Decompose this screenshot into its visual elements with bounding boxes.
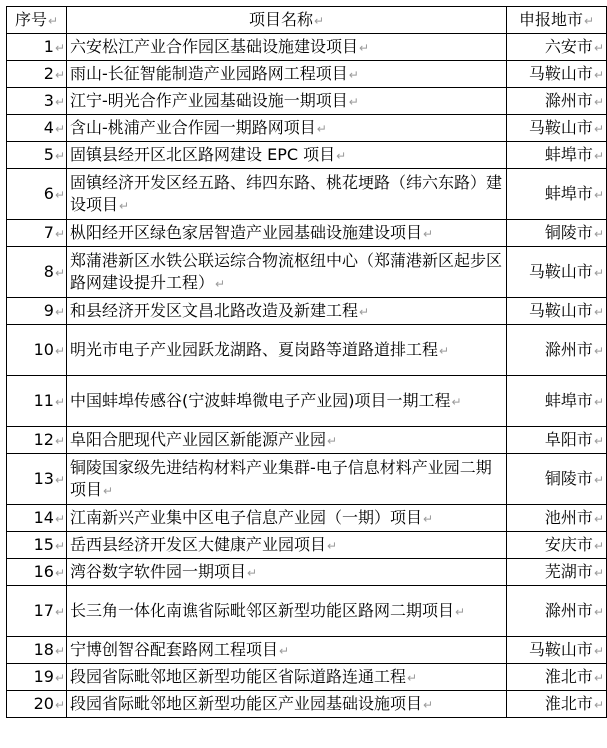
row-index: 4↵ (7, 115, 67, 142)
paragraph-mark-icon: ↵ (54, 433, 65, 448)
row-city: 滁州市↵ (507, 586, 607, 637)
row-index: 19↵ (7, 664, 67, 691)
row-city: 安庆市↵ (507, 532, 607, 559)
paragraph-mark-icon: ↵ (54, 511, 65, 526)
row-project-name: 六安松江产业合作园区基础设施建设项目↵ (67, 34, 507, 61)
row-project-name: 长三角一体化南谯省际毗邻区新型功能区路网二期项目↵ (67, 586, 507, 637)
paragraph-mark-icon: ↵ (54, 670, 65, 685)
paragraph-mark-icon: ↵ (54, 604, 65, 619)
paragraph-mark-icon: ↵ (54, 187, 65, 202)
paragraph-mark-icon: ↵ (54, 697, 65, 712)
row-project-name: 郑蒲港新区水铁公联运综合物流枢纽中心（郑蒲港新区起步区路网建设提升工程）↵ (67, 247, 507, 298)
row-project-name: 岳西县经济开发区大健康产业园项目↵ (67, 532, 507, 559)
paragraph-mark-icon: ↵ (54, 343, 65, 358)
paragraph-mark-icon: ↵ (54, 394, 65, 409)
header-name: 项目名称↵ (67, 7, 507, 34)
row-index: 2↵ (7, 61, 67, 88)
row-project-name: 湾谷数字软件园一期项目↵ (67, 559, 507, 586)
row-city: 淮北市↵ (507, 691, 607, 718)
row-index: 6↵ (7, 169, 67, 220)
row-city: 马鞍山市↵ (507, 298, 607, 325)
table-row (7, 142, 607, 169)
table-row (7, 664, 607, 691)
row-index: 10↵ (7, 325, 67, 376)
table-row (7, 505, 607, 532)
paragraph-mark-icon: ↵ (593, 643, 604, 658)
paragraph-mark-icon: ↵ (593, 304, 604, 319)
paragraph-mark-icon: ↵ (327, 433, 338, 448)
table-row (7, 532, 607, 559)
row-project-name: 段园省际毗邻地区新型功能区产业园基础设施项目↵ (67, 691, 507, 718)
paragraph-mark-icon: ↵ (336, 148, 347, 163)
header-city: 申报地市↵ (507, 7, 607, 34)
row-city: 六安市↵ (507, 34, 607, 61)
paragraph-mark-icon: ↵ (593, 697, 604, 712)
table-row (7, 454, 607, 505)
row-index: 13↵ (7, 454, 67, 505)
paragraph-mark-icon: ↵ (423, 511, 434, 526)
paragraph-mark-icon: ↵ (348, 94, 359, 109)
row-city: 马鞍山市↵ (507, 637, 607, 664)
row-index: 17↵ (7, 586, 67, 637)
paragraph-mark-icon: ↵ (54, 538, 65, 553)
row-city: 蚌埠市↵ (507, 169, 607, 220)
row-index: 3↵ (7, 88, 67, 115)
paragraph-mark-icon: ↵ (359, 304, 370, 319)
row-index: 12↵ (7, 427, 67, 454)
paragraph-mark-icon: ↵ (47, 13, 59, 28)
paragraph-mark-icon: ↵ (215, 276, 226, 291)
row-project-name: 宁博创智谷配套路网工程项目↵ (67, 637, 507, 664)
row-index: 5↵ (7, 142, 67, 169)
paragraph-mark-icon: ↵ (593, 670, 604, 685)
paragraph-mark-icon: ↵ (439, 343, 450, 358)
paragraph-mark-icon: ↵ (103, 483, 114, 498)
row-project-name: 固镇县经开区北区路网建设 EPC 项目↵ (67, 142, 507, 169)
paragraph-mark-icon: ↵ (54, 472, 65, 487)
row-index: 16↵ (7, 559, 67, 586)
table-row (7, 115, 607, 142)
paragraph-mark-icon: ↵ (54, 148, 65, 163)
paragraph-mark-icon: ↵ (348, 67, 359, 82)
paragraph-mark-icon: ↵ (54, 94, 65, 109)
paragraph-mark-icon: ↵ (54, 304, 65, 319)
paragraph-mark-icon: ↵ (423, 697, 434, 712)
row-project-name: 和县经济开发区文昌北路改造及新建工程↵ (67, 298, 507, 325)
paragraph-mark-icon: ↵ (593, 604, 604, 619)
paragraph-mark-icon: ↵ (327, 538, 338, 553)
paragraph-mark-icon: ↵ (54, 226, 65, 241)
row-index: 8↵ (7, 247, 67, 298)
paragraph-mark-icon: ↵ (54, 265, 65, 280)
table-row (7, 88, 607, 115)
row-project-name: 雨山-长征智能制造产业园路网工程项目↵ (67, 61, 507, 88)
paragraph-mark-icon: ↵ (407, 670, 418, 685)
paragraph-mark-icon: ↵ (279, 643, 290, 658)
row-project-name: 中国蚌埠传感谷(宁波蚌埠微电子产业园)项目一期工程↵ (67, 376, 507, 427)
paragraph-mark-icon: ↵ (593, 511, 604, 526)
paragraph-mark-icon: ↵ (593, 565, 604, 580)
header-index: 序号↵ (7, 7, 67, 34)
row-project-name: 段园省际毗邻地区新型功能区省际道路连通工程↵ (67, 664, 507, 691)
row-city: 蚌埠市↵ (507, 142, 607, 169)
row-project-name: 含山-桃浦产业合作园一期路网项目↵ (67, 115, 507, 142)
row-index: 9↵ (7, 298, 67, 325)
row-city: 池州市↵ (507, 505, 607, 532)
paragraph-mark-icon: ↵ (54, 643, 65, 658)
table-row (7, 34, 607, 61)
paragraph-mark-icon: ↵ (423, 226, 434, 241)
row-project-name: 阜阳合肥现代产业园区新能源产业园↵ (67, 427, 507, 454)
table-row (7, 61, 607, 88)
table-row (7, 298, 607, 325)
table-row (7, 376, 607, 427)
row-project-name: 枞阳经开区绿色家居智造产业园基础设施建设项目↵ (67, 220, 507, 247)
table-body (7, 34, 607, 718)
paragraph-mark-icon: ↵ (316, 121, 327, 136)
row-project-name: 固镇经济开发区经五路、纬四东路、桃花埂路（纬六东路）建设项目↵ (67, 169, 507, 220)
paragraph-mark-icon: ↵ (247, 565, 258, 580)
paragraph-mark-icon: ↵ (593, 343, 604, 358)
paragraph-mark-icon: ↵ (451, 394, 462, 409)
paragraph-mark-icon: ↵ (119, 198, 130, 213)
table-row (7, 586, 607, 637)
row-city: 芜湖市↵ (507, 559, 607, 586)
row-city: 铜陵市↵ (507, 454, 607, 505)
paragraph-mark-icon: ↵ (593, 394, 604, 409)
paragraph-mark-icon: ↵ (54, 121, 65, 136)
project-table (6, 6, 607, 718)
row-city: 马鞍山市↵ (507, 61, 607, 88)
paragraph-mark-icon: ↵ (593, 226, 604, 241)
table-row (7, 247, 607, 298)
paragraph-mark-icon: ↵ (359, 40, 370, 55)
paragraph-mark-icon: ↵ (593, 433, 604, 448)
paragraph-mark-icon: ↵ (593, 265, 604, 280)
row-index: 14↵ (7, 505, 67, 532)
row-city: 铜陵市↵ (507, 220, 607, 247)
paragraph-mark-icon: ↵ (54, 40, 65, 55)
paragraph-mark-icon: ↵ (593, 121, 604, 136)
paragraph-mark-icon: ↵ (313, 13, 325, 28)
table-row (7, 637, 607, 664)
row-index: 7↵ (7, 220, 67, 247)
row-index: 1↵ (7, 34, 67, 61)
row-index: 20↵ (7, 691, 67, 718)
row-city: 阜阳市↵ (507, 427, 607, 454)
row-project-name: 明光市电子产业园跃龙湖路、夏岗路等道路道排工程↵ (67, 325, 507, 376)
paragraph-mark-icon: ↵ (593, 94, 604, 109)
table-row (7, 325, 607, 376)
row-city: 马鞍山市↵ (507, 247, 607, 298)
paragraph-mark-icon: ↵ (593, 67, 604, 82)
paragraph-mark-icon: ↵ (593, 40, 604, 55)
row-project-name: 江南新兴产业集中区电子信息产业园（一期）项目↵ (67, 505, 507, 532)
table-row (7, 427, 607, 454)
paragraph-mark-icon: ↵ (593, 187, 604, 202)
row-city: 滁州市↵ (507, 88, 607, 115)
row-index: 18↵ (7, 637, 67, 664)
table-row (7, 169, 607, 220)
table-row (7, 220, 607, 247)
row-city: 马鞍山市↵ (507, 115, 607, 142)
row-project-name: 江宁-明光合作产业园基础设施一期项目↵ (67, 88, 507, 115)
row-index: 11↵ (7, 376, 67, 427)
paragraph-mark-icon: ↵ (593, 148, 604, 163)
table-row (7, 559, 607, 586)
paragraph-mark-icon: ↵ (54, 565, 65, 580)
paragraph-mark-icon: ↵ (593, 472, 604, 487)
row-project-name: 铜陵国家级先进结构材料产业集群-电子信息材料产业园二期项目↵ (67, 454, 507, 505)
header-row (7, 7, 607, 34)
paragraph-mark-icon: ↵ (54, 67, 65, 82)
row-city: 淮北市↵ (507, 664, 607, 691)
row-index: 15↵ (7, 532, 67, 559)
row-city: 滁州市↵ (507, 325, 607, 376)
paragraph-mark-icon: ↵ (583, 13, 595, 28)
paragraph-mark-icon: ↵ (593, 538, 604, 553)
table-row (7, 691, 607, 718)
row-city: 蚌埠市↵ (507, 376, 607, 427)
paragraph-mark-icon: ↵ (455, 604, 466, 619)
